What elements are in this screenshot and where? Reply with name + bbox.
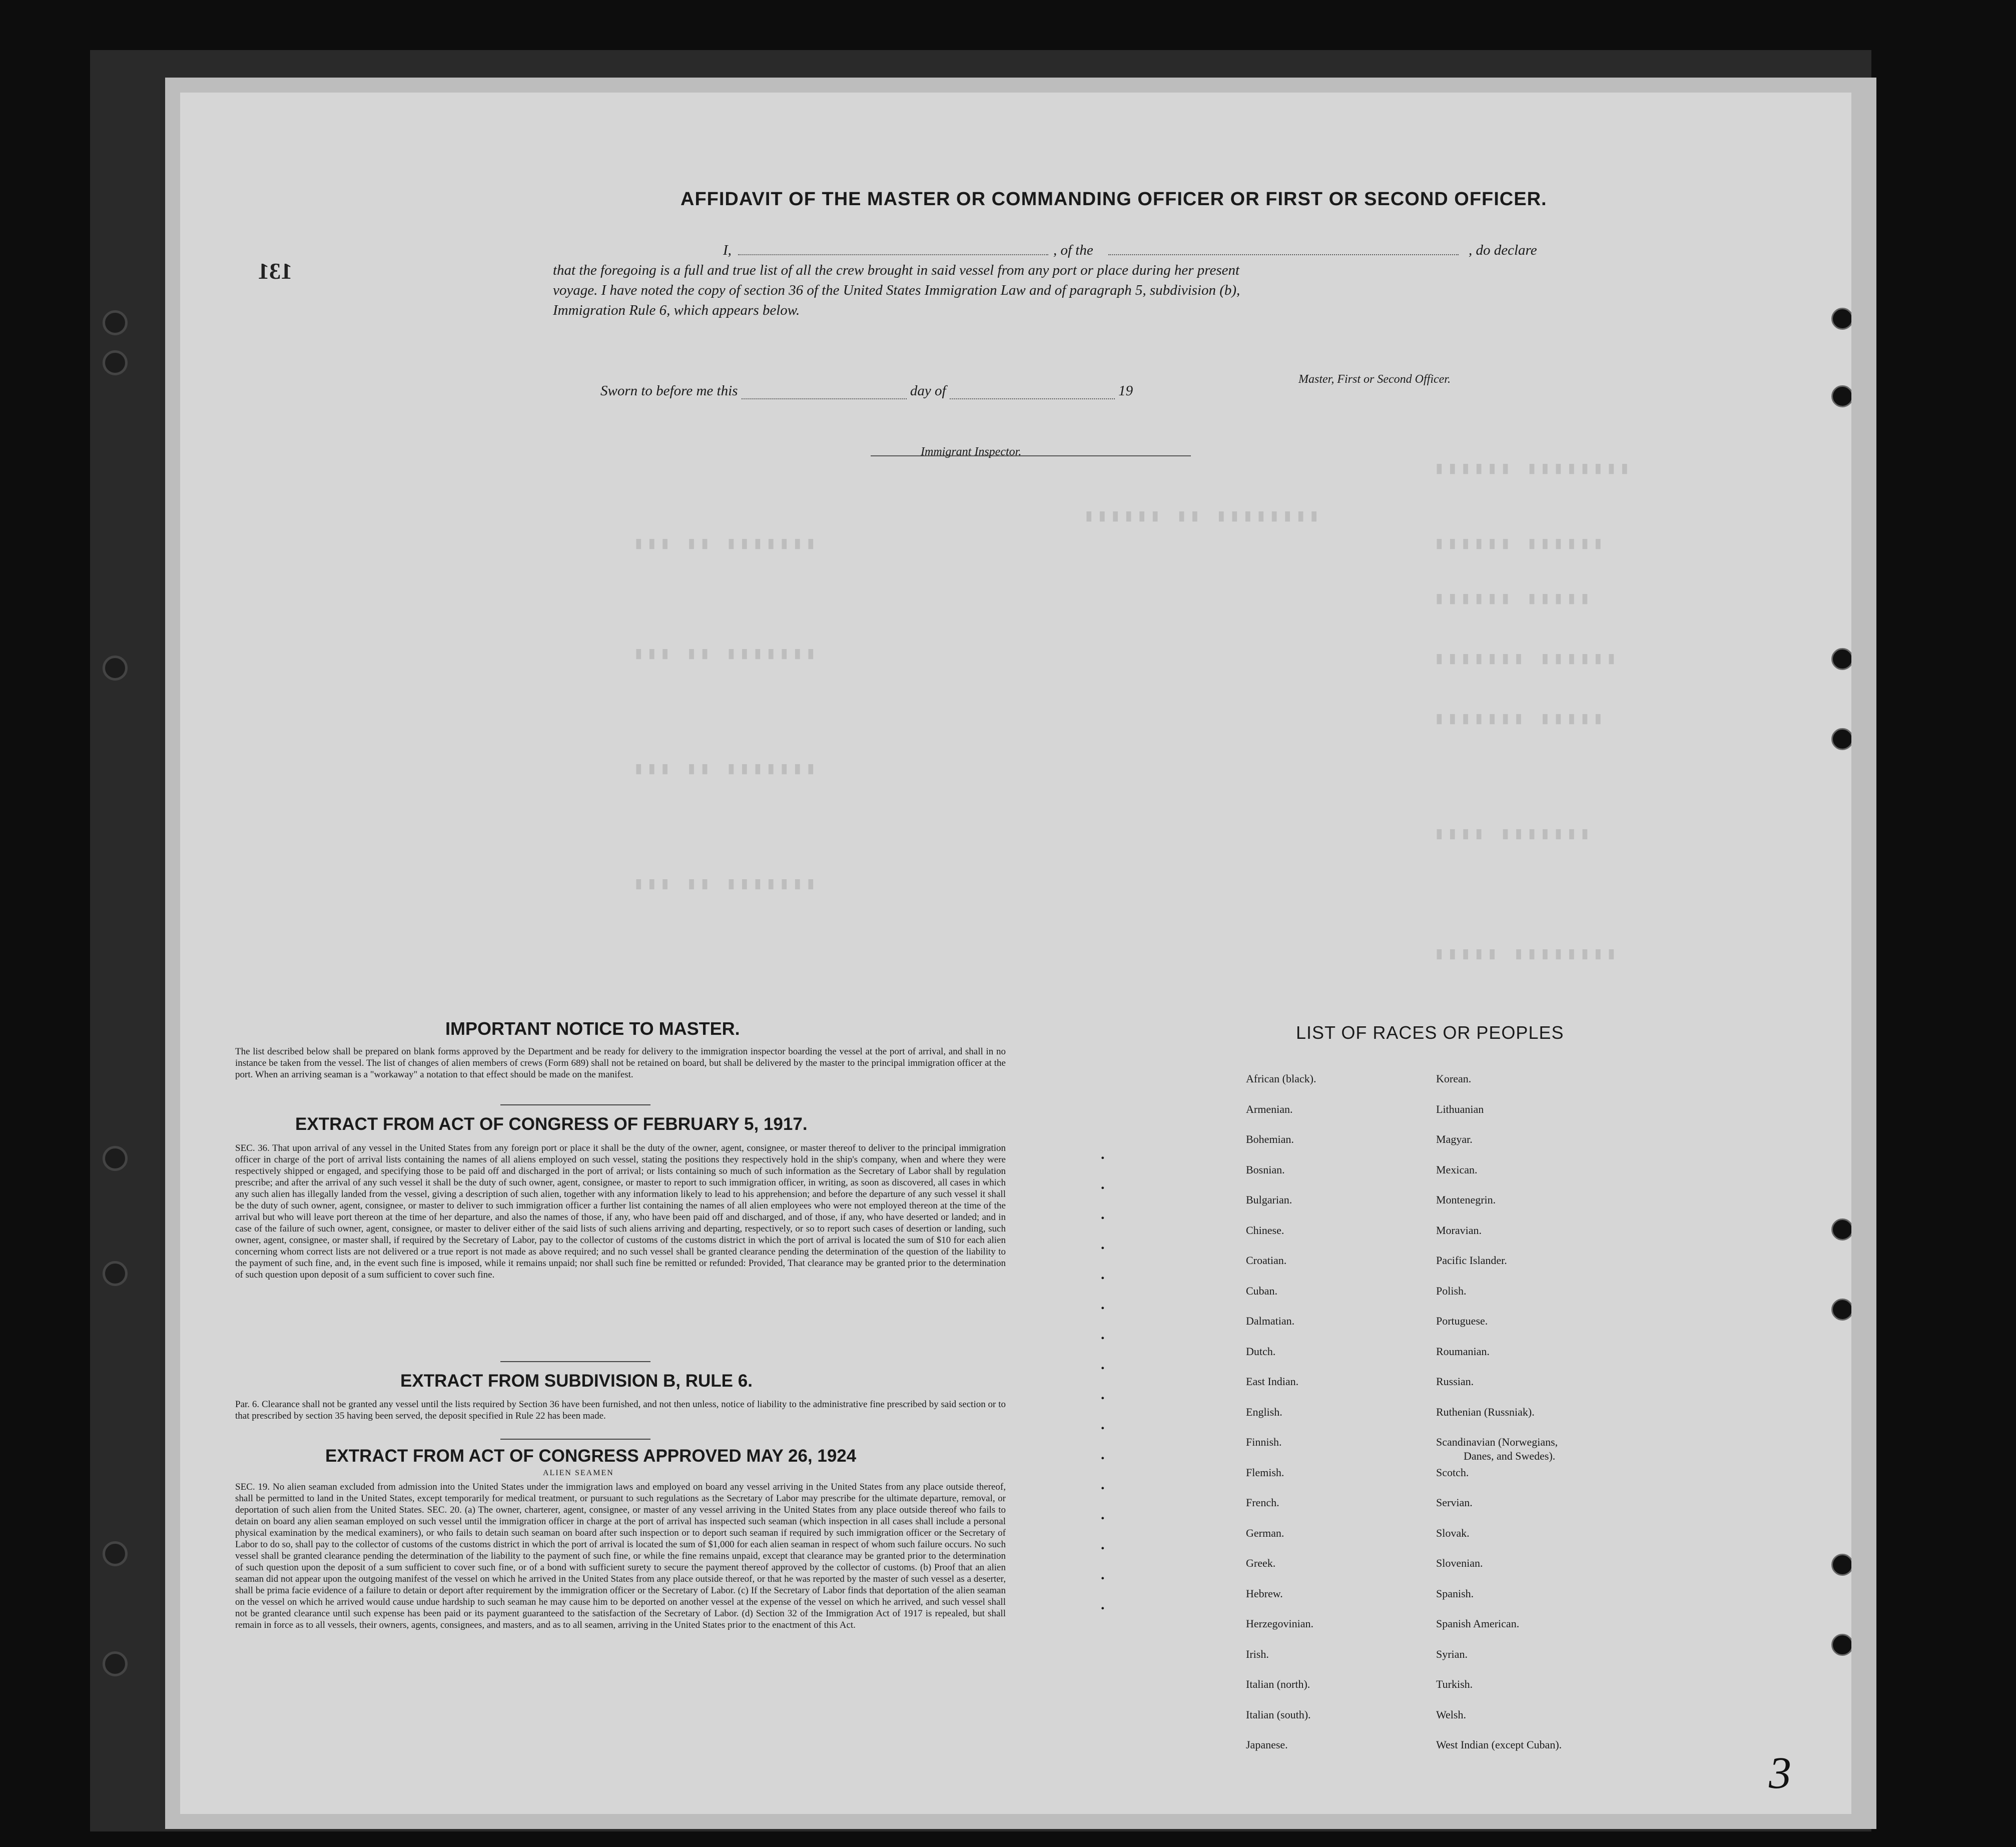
ring-hole [103,1651,128,1676]
race-item: Pacific Islander. [1436,1254,1507,1267]
race-item: Welsh. [1436,1708,1466,1721]
month-blank[interactable] [950,384,1115,399]
races-title: LIST OF RACES OR PEOPLES [1296,1022,1564,1043]
day-of-label: day of [910,383,946,399]
sworn-statement [600,383,1133,399]
race-item: Servian. [1436,1496,1473,1509]
inspector-label: Immigrant Inspector. [921,445,1022,458]
race-item: Croatian. [1246,1254,1287,1267]
race-item: Herzegovinian. [1246,1617,1313,1630]
race-item: Bulgarian. [1246,1193,1292,1206]
punch-hole [1831,648,1851,670]
divider [500,1104,650,1105]
race-item: Spanish American. [1436,1617,1520,1630]
rule-6-body: Par. 6. Clearance shall not be granted any vessel until the lists required by Section 36 have been furnished, and not then unless, notice of liability to the administrative fine prescribed by said section or to that prescribed by section 35 having been served, the deposit specified in Rule 22 has been made. [235,1399,1006,1421]
race-item: German. [1246,1526,1284,1539]
rule-6-title: EXTRACT FROM SUBDIVISION B, RULE 6. [400,1371,753,1391]
race-item: Italian (north). [1246,1678,1310,1690]
ring-hole [103,310,128,335]
race-item: Bosnian. [1246,1163,1285,1176]
divider [500,1439,650,1440]
notice-title: IMPORTANT NOTICE TO MASTER. [445,1018,740,1039]
punch-hole [1831,728,1851,750]
race-item: Montenegrin. [1436,1193,1496,1206]
race-item: Syrian. [1436,1647,1468,1660]
punch-hole [1831,1218,1851,1241]
manifest-page: ▮▮▮▮▮▮▮▮ ▮▮▮▮▮▮ ▮▮▮▮▮▮▮▮ ▮▮ ▮▮▮▮▮▮ ▮▮▮▮▮▮ ▮▮▮▮▮▮ ▮▮▮▮▮ ▮▮▮▮▮▮ ▮▮▮▮▮▮ ▮▮▮▮▮▮▮ ▮▮▮▮▮ ▮▮▮▮▮▮▮ ▮▮▮▮▮▮▮ ▮▮▮▮ ▮▮▮▮▮▮▮▮ ▮▮▮▮▮ ▮▮▮▮▮▮▮ ▮▮ ▮▮▮ ▮▮▮▮▮▮▮ ▮▮ ▮▮▮ ▮▮▮▮▮▮▮ ▮▮ ▮▮▮ ▮▮▮▮▮▮▮ ▮▮ ▮▮▮ 131 AFFIDAVIT OF THE MASTER OR COMMANDING OFFICER OR FIRST OR SECOND OFFICER. I, , of the , do declare that the foregoing is a full and true list of all the crew brought in said vessel from any port or place during her present voyage. I have noted the copy of section 36 of the United States Immigration Law and of paragraph 5, subdivision (b), Immigration Rule 6, which appears below. Sworn to before me this day of 19 Master, First or Second Officer. Immigrant Inspector. IMPORTANT NOTICE TO MASTER. The list described below shall be prepared on blank forms approved by the Department and be ready for delivery to the immigration inspector boarding the vessel at the port of arrival, and shall in no instance be taken from the vessel. The list of changes of alien members of crews (Form 689) shall not be retained on board, but shall be delivered by the master to the principal immigration officer at the port. When an arriving seaman is a "workaway" a notation to that effect should be made on the manifest. EXTRACT FROM ACT OF CONGRESS OF FEBRUARY 5, 1917. SEC. 36. That upon arrival of any vessel in the United States from any foreign port or place it shall be the duty of the owner, agent, consignee, or master thereof to deliver to the principal immigration officer in charge of the port of arrival lists containing the names of all aliens employed on such vessel, stating the positions they respectively hold in the ship's company, when and where they were respectively shipped or engaged, and specifying those to be paid off and discharged in the port of arrival; or lists containing so much of such information as the Secretary of Labor shall by regulation prescribe; and after the arrival of any such vessel it shall be the duty of such owner, agent, consignee, or master to report to such immigration officer, in writing, as soon as discovered, all cases in which any such alien has illegally landed from the vessel, giving a description of such alien, together with any information likely to lead to his apprehension; and before the departure of any such vessel it shall be the duty of such owner, agent, consignee, or master to deliver to such immigration officer a further list containing the names of all alien employees who were not employed thereon at the time of the arrival but who will leave port thereon at the time of her departure, and also the names of those, if any, who have been paid off and discharged, and of those, if any, who have deserted or landed; and in case of the failure of such owner, agent, consignee, or master to deliver either of the said lists of such aliens arriving and departing, respectively, or so to report such cases of desertion or landing, such owner, agent, consignee, or master shall, if required by the Secretary of Labor, pay to the collector of customs of the customs district in which the port of arrival is located the sum of $10 for each alien concerning whom correct lists are not delivered or a true report is not made as above required; and no such vessel shall be granted clearance pending the determination of the question of the liability to the payment of such fine, and, in the event such fine is imposed, while it remains unpaid; nor shall such fine be remitted or refunded: Provided, That clearance may be granted prior to the determination of such question upon deposit of a sum sufficient to cover such fine. EXTRACT FROM SUBDIVISION B, RULE 6. Par. 6. Clearance shall not be granted any vessel until the lists required by Section 36 have been furnished, and not then unless, notice of liability to the administrative fine prescribed by said section or to that prescribed by section 35 having been served, the deposit specified in Rule 22 has been made. EXTRACT FROM ACT OF CONGRESS APPROVED MAY 26, 1924 ALIEN SEAMEN SEC. 19. No alien seaman excluded from admission into the United States under the immigration laws and employed on board any vessel arriving in the United States from any place outside thereof, shall be permitted to land in the United States, except temporarily for medical treatment, or pursuant to such regulations as the Secretary of Labor may prescribe for the ultimate departure, removal, or deportation of such alien from the United States. SEC. 20. (a) The owner, charterer, agent, consignee, or master of any vessel arriving in the United States from any place outside thereof who fails to detain on board any alien seaman employed on such vessel until the immigration officer in charge at the port of arrival has inspected such seaman (which inspection in all cases shall include a personal physical examination by the medical examiners), or who fails to detain such seaman on board after such inspection or to deport such seaman if required by such immigration officer or the Secretary of Labor to do so, shall pay to the collector of customs of the customs district in which the port of arrival is located the sum of $1,000 for each alien seaman in respect of whom such failure occurs. No such vessel shall be granted clearance pending the determination of the liability to the payment of such fine, or while the fine remains unpaid, except that clearance may be granted prior to the determination of such question upon the deposit of a sum sufficient to cover such fine, or of a bond with sufficient surety to secure the payment thereof approved by the collector of customs. (b) Proof that an alien seaman did not appear upon the outgoing manifest of the vessel on which he arrived in the United States from any place outside thereof, or that he was reported by the master of such vessel as a deserter, shall be prima facie evidence of a failure to detain or deport after requirement by the immigration officer or the Secretary of Labor. (c) If the Secretary of Labor finds that deportation of the alien seaman on the vessel on which he arrived would cause undue hardship to such seaman he may cause him to be deported on another vessel at the expense of the vessel on which he arrived, and such vessel shall not be granted clearance until such expense has been paid or its payment guaranteed to the satisfaction of the Secretary of Labor. (d) Section 32 of the Immigration Act of 1917 is repealed, but shall remain in force as to all vessels, their owners, agents, consignees, and masters, and as to all seamen, arriving in the United States prior to the enactment of this Act. . . . . . . . . . . . . . . . . LIST OF RACES OR PEOPLES African (black). Armenian. Bohemian. Bosnian. Bulgarian. Chinese. Croatian. Cuban. Dalmatian. Dutch. East Indian. English. Finnish. Flemish. French. German. Greek. Hebrew. Herzegovinian. Irish. Italian (north). Italian (south). Japanese. Korean. Lithuanian Magyar. Mexican. Montenegrin. Moravian. Pacific Islander. Polish. Portuguese. Roumanian. Russian. Ruthenian (Russniak). Scandinavian (Norwegians, Danes, and Swedes). Scotch. Servian. Slovak. Slovenian. Spanish. Spanish American. Syrian. Turkish. Welsh. West Indian (except Cuban). 3 [180,93,1851,1814]
affidavit-i: I, [723,242,732,258]
affidavit-line-2: that the foregoing is a full and true list of all the crew brought in said vessel from any port or place during her present [553,262,1240,278]
race-item: Ruthenian (Russniak). [1436,1405,1535,1418]
race-item: African (black). [1246,1072,1316,1085]
race-item: Bohemian. [1246,1133,1294,1145]
affidavit-body [553,240,1679,320]
punch-hole [1831,308,1851,330]
name-blank[interactable] [738,240,1048,255]
race-item: East Indian. [1246,1375,1299,1388]
race-item: Flemish. [1246,1466,1284,1479]
race-item: Korean. [1436,1072,1472,1085]
extract-1917-title: EXTRACT FROM ACT OF CONGRESS OF FEBRUARY 5, 1917. [295,1114,808,1134]
race-item: Greek. [1246,1557,1276,1569]
race-item: Finnish. [1246,1436,1282,1448]
vessel-blank[interactable] [1108,240,1459,255]
inspector-signature-line [871,455,1191,456]
race-item: Spanish. [1436,1587,1474,1600]
race-item: Scotch. [1436,1466,1469,1479]
alien-seamen-subtitle: ALIEN SEAMEN [543,1469,614,1477]
extract-1924-body: SEC. 19. No alien seaman excluded from admission into the United States under the immigration laws and employed on board any vessel arriving in the United States from any place outside thereof, shall be permitted to land in the United States, except temporarily for medical treatment, or pursuant to such regulations as the Secretary of Labor may prescribe for the ultimate departure, removal, or deportation of such alien from the United States. SEC. 20. (a) The owner, charterer, agent, consignee, or master of any vessel arriving in the United States from any place outside thereof who fails to detain on board any alien seaman employed on such vessel until the immigration officer in charge at the port of arrival has inspected such seaman (which inspection in all cases shall include a personal physical examination by the medical examiners), or who fails to detain such seaman on board after such inspection or to deport such seaman if required by such immigration officer or the Secretary of Labor to do so, shall pay to the collector of customs of the customs district in which the port of arrival is located the sum of $1,000 for each alien seaman in respect of whom such failure occurs. No such vessel shall be granted clearance pending the determination of the liability to the payment of such fine, or while the fine remains unpaid, except that clearance may be granted prior to the determination of such question upon the deposit of a sum sufficient to cover such fine, or of a bond with sufficient surety to secure the payment thereof approved by the collector of customs. (b) Proof that an alien seaman did not appear upon the outgoing manifest of the vessel on which he arrived in the United States from any place outside thereof, or that he was reported by the master of such vessel as a deserter, shall be prima facie evidence of a failure to detain or deport after requirement by the immigration officer or the Secretary of Labor. (c) If the Secretary of Labor finds that deportation of the alien seaman on the vessel on which he arrived would cause undue hardship to such seaman he may cause him to be deported on another vessel at the expense of the vessel on which he arrived, and such vessel shall not be granted clearance until such expense has been paid or its payment guaranteed to the satisfaction of the Secretary of Labor. (d) Section 32 of the Immigration Act of 1917 is repealed, but shall remain in force as to all vessels, their owners, agents, consignees, and masters, and as to all seamen, arriving in the United States prior to the enactment of this Act. [235,1482,1006,1630]
race-item: Dalmatian. [1246,1315,1295,1327]
race-item: Lithuanian [1436,1102,1484,1115]
punch-hole [1831,1634,1851,1656]
master-signature-label: Master, First or Second Officer. [1298,373,1451,386]
race-item: Polish. [1436,1284,1467,1297]
race-item: English. [1246,1405,1282,1418]
affidavit-line-4: Immigration Rule 6, which appears below. [553,302,800,318]
race-item: Moravian. [1436,1223,1482,1237]
year-prefix: 19 [1118,383,1133,399]
race-item: Slovenian. [1436,1557,1483,1569]
affidavit-line-3: voyage. I have noted the copy of section 36 of the United States Immigration Law and of paragraph 5, subdivision (b), [553,282,1240,298]
race-item: Hebrew. [1246,1587,1283,1600]
race-item: Japanese. [1246,1738,1288,1751]
race-item: West Indian (except Cuban). [1436,1738,1562,1751]
race-item: Scandinavian (Norwegians, [1436,1436,1558,1448]
sworn-label: Sworn to before me this [600,383,738,399]
ring-hole [103,1146,128,1171]
margin-page-number: 131 [258,258,292,284]
divider [500,1361,650,1362]
race-item: Magyar. [1436,1133,1473,1145]
race-item: Danes, and Swedes). [1464,1450,1556,1462]
punch-hole [1831,1554,1851,1576]
affidavit-title: AFFIDAVIT OF THE MASTER OR COMMANDING OFFICER OR FIRST OR SECOND OFFICER. [681,189,1547,210]
race-item: Irish. [1246,1647,1269,1660]
extract-1924-title: EXTRACT FROM ACT OF CONGRESS APPROVED MAY 26, 1924 [325,1446,857,1466]
extract-1917-body: SEC. 36. That upon arrival of any vessel in the United States from any foreign port or place it shall be the duty of the owner, agent, consignee, or master thereof to deliver to the principal immigration officer in charge of the port of arrival lists containing the names of all aliens employed on such vessel, stating the positions they respectively hold in the ship's company, when and where they were respectively shipped or engaged, and specifying those to be paid off and discharged in the port of arrival; or lists containing so much of such information as the Secretary of Labor shall by regulation prescribe; and after the arrival of any such vessel it shall be the duty of such owner, agent, consignee, or master to report to such immigration officer, in writing, as soon as discovered, all cases in which any such alien has illegally landed from the vessel, giving a description of such alien, together with any information likely to lead to his apprehension; and before the departure of any such vessel it shall be the duty of such owner, agent, consignee, or master to deliver to such immigration officer a further list containing the names of all alien employees who were not employed thereon at the time of the arrival but who will leave port thereon at the time of her departure, and also the names of those, if any, who have been paid off and discharged, and of those, if any, who have deserted or landed; and in case of the failure of such owner, agent, consignee, or master to deliver either of the said lists of such aliens arriving and departing, respectively, or so to report such cases of desertion or landing, such owner, agent, consignee, or master shall, if required by the Secretary of Labor, pay to the collector of customs of the customs district in which the port of arrival is located the sum of $10 for each alien concerning whom correct lists are not delivered or a true report is not made as above required; and no such vessel shall be granted clearance pending the determination of the question of the liability to the payment of such fine, and, in the event such fine is imposed, while it remains unpaid; nor shall such fine be remitted or refunded: Provided, That clearance may be granted prior to the determination of such question upon deposit of a sum sufficient to cover such fine. [235,1143,1006,1280]
race-item: Dutch. [1246,1345,1276,1358]
punch-hole [1831,1299,1851,1321]
ring-hole [103,656,128,681]
race-item: Portuguese. [1436,1315,1488,1327]
page-sequence-number: 3 [1769,1748,1791,1798]
race-item: Turkish. [1436,1678,1473,1690]
race-item: Cuban. [1246,1284,1277,1297]
race-item: Mexican. [1436,1163,1478,1176]
notice-body: The list described below shall be prepared on blank forms approved by the Department and be ready for delivery to the immigration inspector boarding the vessel at the port of arrival, and shall in no instance be taken from the vessel. The list of changes of alien members of crews (Form 689) shall not be retained on board, but shall be delivered by the master to the principal immigration officer at the port. When an arriving seaman is a "workaway" a notation to that effect should be made on the manifest. [235,1046,1006,1080]
affidavit-of-the: , of the [1053,242,1093,258]
race-item: Armenian. [1246,1102,1293,1115]
race-item: Slovak. [1436,1526,1470,1539]
race-item: French. [1246,1496,1279,1509]
day-blank[interactable] [742,384,907,399]
race-item: Chinese. [1246,1223,1284,1237]
race-item: Italian (south). [1246,1708,1311,1721]
ring-hole [103,1261,128,1286]
race-item: Russian. [1436,1375,1474,1388]
affidavit-declare: , do declare [1469,242,1537,258]
ring-hole [103,1541,128,1566]
ring-hole [103,350,128,375]
race-item: Roumanian. [1436,1345,1490,1358]
punch-hole [1831,385,1851,407]
